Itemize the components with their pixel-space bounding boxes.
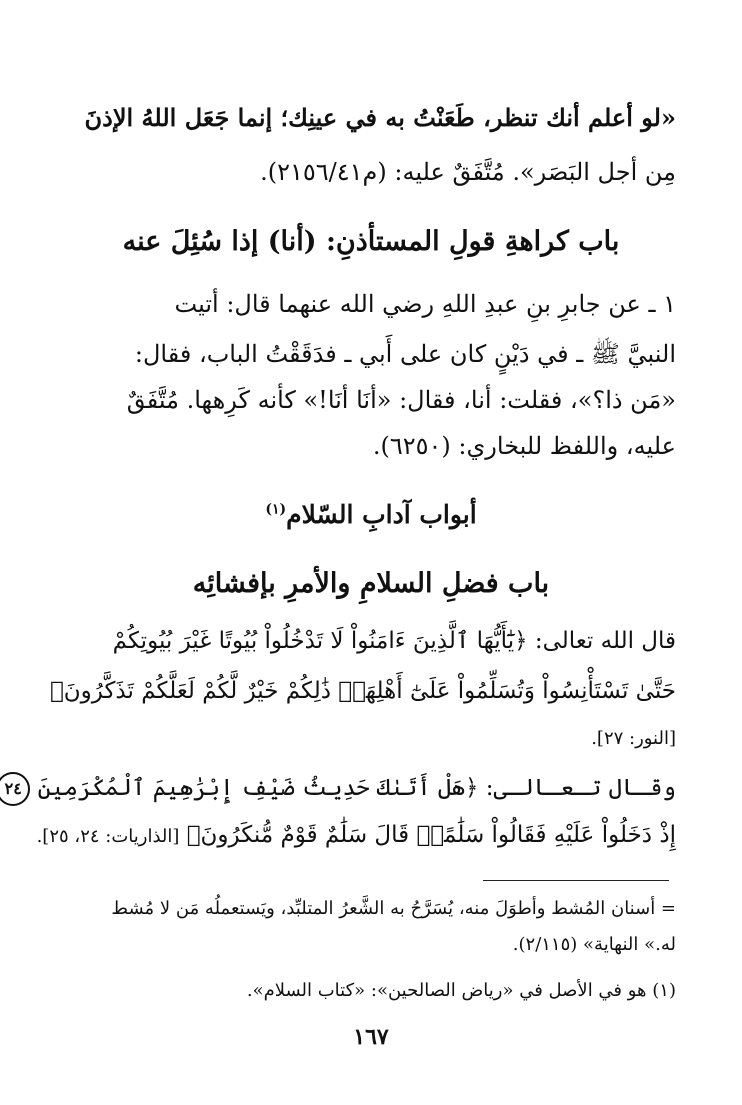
abwab-title <box>60 500 682 530</box>
hadith-line-1: ١ ـ عن جابرِ بنِ عبدِ اللهِ رضي الله عنهما قال: أتيت <box>174 290 676 318</box>
section-heading-istidhan: باب كراهةِ قولِ المستأذنِ: (أنا) إذا سُئِلَ عنه <box>122 226 620 257</box>
quran-ref-1: [النور: ٢٧]. <box>591 728 676 749</box>
footnote-separator <box>483 880 669 881</box>
footnote-1: (١) هو في الأصل في «رياض الصالحين»: «كتاب السلام». <box>246 980 676 1001</box>
footnote-continuation-line-2: له.» النهاية» (٢/١١٥). <box>512 934 676 955</box>
quran-verse-2-line-2-text: إِذْ دَخَلُواْ عَلَيْهِ فَقَالُواْ سَلَٰمًاۖ قَالَ سَلَٰمٌ قَوْمٌ مُّنكَرُونَ﴾ <box>186 822 676 848</box>
quran-ref-2: [الذاريات: ٢٤، ٢٥]. <box>36 826 180 847</box>
hadith-line-2: النبيَّ ﷺ ـ في دَيْنٍ كان على أَبي ـ فدَقَقْتُ الباب، فقال: <box>134 340 676 368</box>
quran-verse-1-line-1: قال الله تعالى: ﴿يَٰٓأَيُّهَا ٱلَّذِينَ ءَامَنُواْ لَا تَدْخُلُواْ بُيُوتًا غَيْرَ بُيُوتِكُمْ <box>112 628 676 654</box>
verse-number-badge: ٢٤ <box>0 772 30 806</box>
footnote-continuation-line-1: = أسنان المُشط وأطوَلَ منه، يُسَرَّحُ به الشَّعرُ المتلبِّد، ويَستعملُه مَن لا مُشط <box>111 898 676 919</box>
quran-verse-1-line-2: حَتَّىٰ تَسْتَأْنِسُواْ وَتُسَلِّمُواْ عَلَىٰٓ أَهْلِهَاۚ ذَٰلِكُمْ خَيْرٌ لَّكُمْ لَعَلَّكُمْ تَذَكَّرُونَ﴾ <box>49 678 676 704</box>
section-heading-salam: باب فضلِ السلامِ والأمرِ بإفشائِه <box>192 568 550 599</box>
quran-verse-2-line-2 <box>36 822 676 850</box>
page-number: ١٦٧ <box>353 1024 389 1050</box>
quran-verse-2-line-1-text: وقـال تـعـالـى: ﴿هَلْ أَتَىٰكَ حَدِيثُ ضَيْفِ إِبْرَٰهِيمَ ٱلْمُكْرَمِينَ <box>37 775 676 801</box>
quran-verse-2-line-1 <box>4 772 676 806</box>
hadith-line-4: عليه، واللفظ للبخاري: (٦٢٥٠). <box>372 432 676 460</box>
hadith-line-3: «مَن ذا؟»، فقلت: أنا، فقال: «أنَا أنَا!» كأنه كَرِهها. مُتَّفَقٌ <box>126 386 676 414</box>
hadith-continuation-line-1: «لو أعلم أنك تنظر، طَعَنْتُ به في عينِك؛ إنما جَعَل اللهُ الإذنَ <box>84 103 676 132</box>
abwab-title-text: أبواب آدابِ السّلام <box>286 500 477 529</box>
footnote-marker: (١) <box>265 501 287 518</box>
hadith-continuation-line-2: مِن أجل البَصَر». مُتَّفَقٌ عليه: (م٢١٥٦/٤١). <box>260 158 676 186</box>
